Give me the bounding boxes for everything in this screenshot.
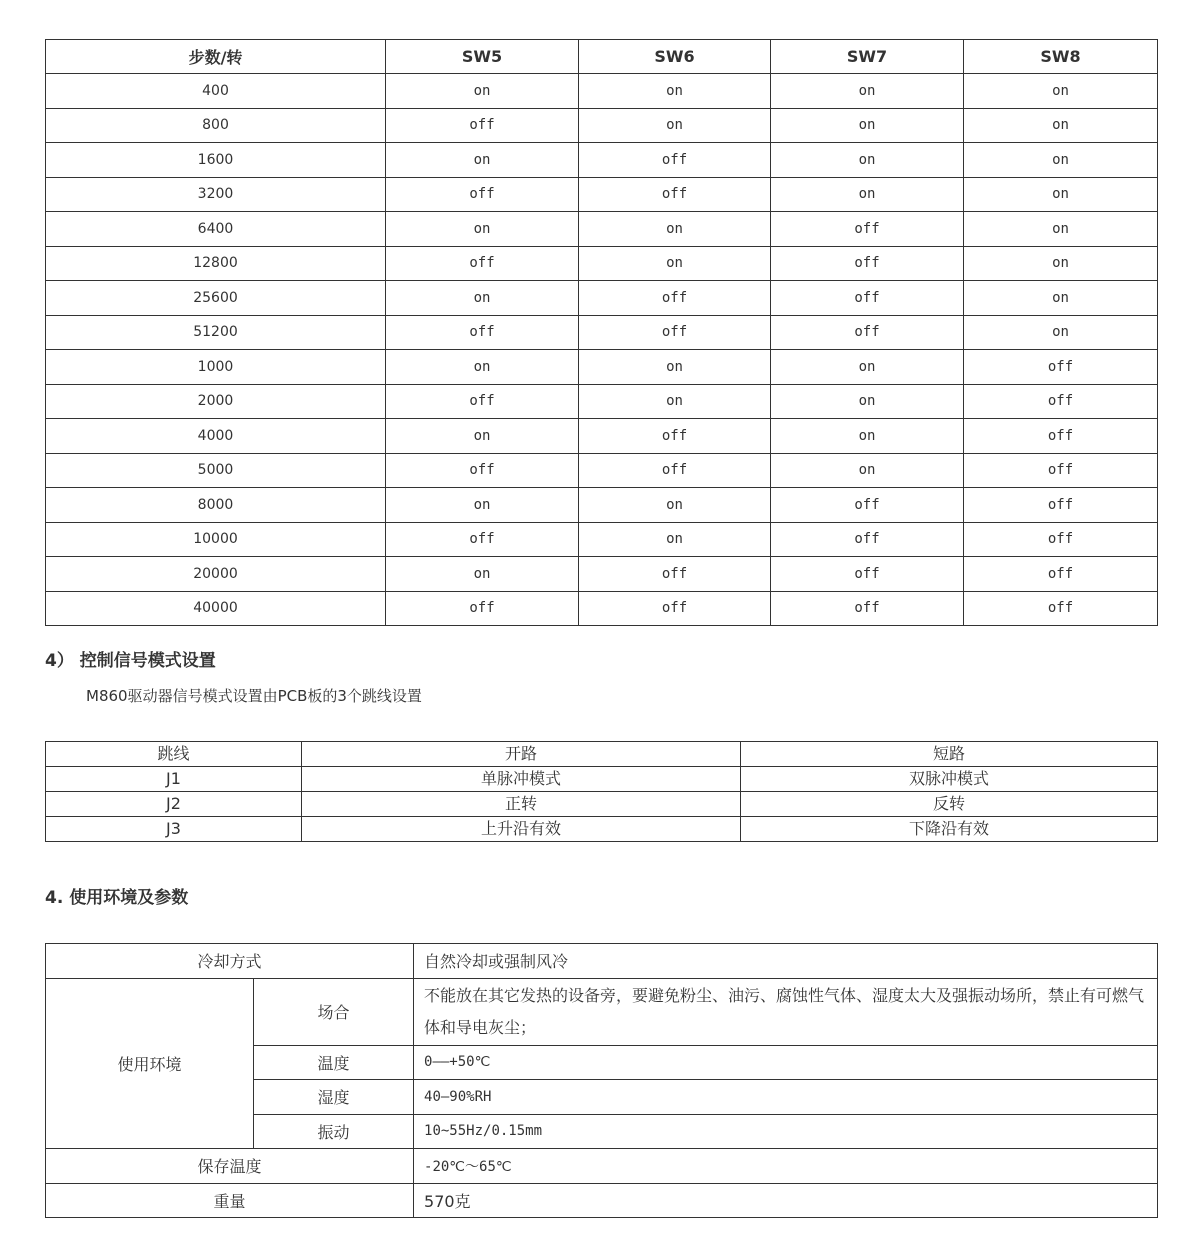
table-row	[46, 557, 1158, 592]
jumper-id: J3	[46, 817, 302, 842]
sw6-cell: on	[579, 74, 771, 109]
table-row	[46, 767, 1158, 792]
jumper-short-value: 双脉冲模式	[741, 767, 1158, 792]
steps-cell: 8000	[46, 488, 386, 523]
header-jumper: 跳线	[46, 742, 302, 767]
sw6-cell: off	[579, 419, 771, 454]
table-row	[46, 315, 1158, 350]
steps-cell: 10000	[46, 522, 386, 557]
table-row	[46, 978, 1158, 1045]
sw5-cell: on	[386, 419, 579, 454]
steps-cell: 25600	[46, 281, 386, 316]
sw5-cell: off	[386, 522, 579, 557]
sw8-cell: off	[964, 384, 1158, 419]
steps-cell: 51200	[46, 315, 386, 350]
environment-table	[45, 943, 1158, 1218]
jumper-short-value: 下降沿有效	[741, 817, 1158, 842]
table-row	[46, 792, 1158, 817]
table-row	[46, 350, 1158, 385]
sw8-cell: on	[964, 108, 1158, 143]
sw7-cell: off	[771, 315, 964, 350]
temperature-label: 温度	[254, 1045, 414, 1080]
jumper-id: J2	[46, 792, 302, 817]
environment-heading: 4. 使用环境及参数	[45, 888, 189, 908]
sw7-cell: on	[771, 453, 964, 488]
header-sw7: SW7	[771, 40, 964, 74]
sw8-cell: off	[964, 591, 1158, 626]
sw7-cell: on	[771, 350, 964, 385]
sw5-cell: off	[386, 315, 579, 350]
table-row	[46, 488, 1158, 523]
sw7-cell: off	[771, 281, 964, 316]
sw6-cell: off	[579, 315, 771, 350]
sw5-cell: off	[386, 177, 579, 212]
sw6-cell: on	[579, 488, 771, 523]
sw5-cell: off	[386, 591, 579, 626]
table-row	[46, 212, 1158, 247]
sw8-cell: on	[964, 246, 1158, 281]
temperature-value: 0——+50℃	[414, 1045, 1158, 1080]
steps-per-rev-table	[45, 39, 1158, 626]
sw8-cell: on	[964, 315, 1158, 350]
storage-value: -20℃～65℃	[414, 1149, 1158, 1184]
jumper-short-value: 反转	[741, 792, 1158, 817]
sw7-cell: on	[771, 143, 964, 178]
header-sw5: SW5	[386, 40, 579, 74]
sw8-cell: on	[964, 281, 1158, 316]
steps-cell: 2000	[46, 384, 386, 419]
sw5-cell: off	[386, 246, 579, 281]
header-steps: 步数/转	[46, 40, 386, 74]
jumper-table	[45, 741, 1158, 842]
occasion-label: 场合	[254, 978, 414, 1045]
jumper-open-value: 上升沿有效	[302, 817, 741, 842]
jumper-open-value: 单脉冲模式	[302, 767, 741, 792]
table-row	[46, 177, 1158, 212]
steps-cell: 800	[46, 108, 386, 143]
table-row	[46, 108, 1158, 143]
header-open: 开路	[302, 742, 741, 767]
sw8-cell: off	[964, 350, 1158, 385]
steps-cell: 400	[46, 74, 386, 109]
table-header-row	[46, 40, 1158, 74]
sw6-cell: on	[579, 246, 771, 281]
sw5-cell: on	[386, 212, 579, 247]
steps-cell: 40000	[46, 591, 386, 626]
steps-table-body	[46, 74, 1158, 626]
table-row	[46, 817, 1158, 842]
steps-cell: 3200	[46, 177, 386, 212]
table-row	[46, 419, 1158, 454]
signal-mode-heading: 4） 控制信号模式设置	[45, 651, 216, 671]
humidity-label: 湿度	[254, 1080, 414, 1115]
sw7-cell: on	[771, 74, 964, 109]
cooling-value: 自然冷却或强制风冷	[414, 944, 1158, 979]
steps-cell: 4000	[46, 419, 386, 454]
sw8-cell: off	[964, 522, 1158, 557]
signal-mode-note: M860驱动器信号模式设置由PCB板的3个跳线设置	[86, 687, 422, 705]
sw6-cell: off	[579, 281, 771, 316]
sw7-cell: off	[771, 522, 964, 557]
sw5-cell: on	[386, 488, 579, 523]
steps-cell: 12800	[46, 246, 386, 281]
vibration-value: 10~55Hz/0.15mm	[414, 1114, 1158, 1149]
sw5-cell: on	[386, 350, 579, 385]
header-short: 短路	[741, 742, 1158, 767]
sw7-cell: off	[771, 557, 964, 592]
sw7-cell: on	[771, 419, 964, 454]
table-row	[46, 1149, 1158, 1184]
weight-value: 570克	[414, 1183, 1158, 1218]
sw8-cell: on	[964, 74, 1158, 109]
table-row	[46, 281, 1158, 316]
header-sw6: SW6	[579, 40, 771, 74]
table-row	[46, 591, 1158, 626]
sw7-cell: off	[771, 212, 964, 247]
table-row	[46, 246, 1158, 281]
table-row	[46, 522, 1158, 557]
storage-label: 保存温度	[46, 1149, 414, 1184]
humidity-value: 40—90%RH	[414, 1080, 1158, 1115]
table-row	[46, 143, 1158, 178]
sw7-cell: on	[771, 177, 964, 212]
sw8-cell: off	[964, 557, 1158, 592]
sw8-cell: on	[964, 212, 1158, 247]
steps-cell: 6400	[46, 212, 386, 247]
sw5-cell: off	[386, 108, 579, 143]
sw5-cell: off	[386, 384, 579, 419]
usage-label: 使用环境	[46, 978, 254, 1149]
header-sw8: SW8	[964, 40, 1158, 74]
sw8-cell: off	[964, 453, 1158, 488]
cooling-label: 冷却方式	[46, 944, 414, 979]
sw5-cell: on	[386, 557, 579, 592]
steps-cell: 20000	[46, 557, 386, 592]
steps-cell: 5000	[46, 453, 386, 488]
sw6-cell: on	[579, 350, 771, 385]
sw6-cell: on	[579, 212, 771, 247]
jumper-open-value: 正转	[302, 792, 741, 817]
sw6-cell: off	[579, 557, 771, 592]
sw6-cell: off	[579, 143, 771, 178]
sw6-cell: on	[579, 108, 771, 143]
sw7-cell: on	[771, 108, 964, 143]
sw8-cell: on	[964, 143, 1158, 178]
vibration-label: 振动	[254, 1114, 414, 1149]
weight-label: 重量	[46, 1183, 414, 1218]
sw7-cell: on	[771, 384, 964, 419]
sw5-cell: on	[386, 143, 579, 178]
steps-cell: 1600	[46, 143, 386, 178]
sw6-cell: off	[579, 177, 771, 212]
sw8-cell: off	[964, 419, 1158, 454]
table-row	[46, 384, 1158, 419]
table-row	[46, 74, 1158, 109]
sw6-cell: off	[579, 453, 771, 488]
sw6-cell: on	[579, 384, 771, 419]
table-row	[46, 944, 1158, 979]
sw7-cell: off	[771, 488, 964, 523]
sw8-cell: off	[964, 488, 1158, 523]
sw5-cell: off	[386, 453, 579, 488]
sw7-cell: off	[771, 246, 964, 281]
sw6-cell: off	[579, 591, 771, 626]
table-header-row	[46, 742, 1158, 767]
sw8-cell: on	[964, 177, 1158, 212]
jumper-id: J1	[46, 767, 302, 792]
occasion-value: 不能放在其它发热的设备旁，要避免粉尘、油污、腐蚀性气体、湿度太大及强振动场所，禁止有可燃气体和导电灰尘；	[414, 978, 1158, 1045]
sw6-cell: on	[579, 522, 771, 557]
steps-cell: 1000	[46, 350, 386, 385]
table-row	[46, 453, 1158, 488]
sw7-cell: off	[771, 591, 964, 626]
sw5-cell: on	[386, 281, 579, 316]
sw5-cell: on	[386, 74, 579, 109]
table-row	[46, 1183, 1158, 1218]
